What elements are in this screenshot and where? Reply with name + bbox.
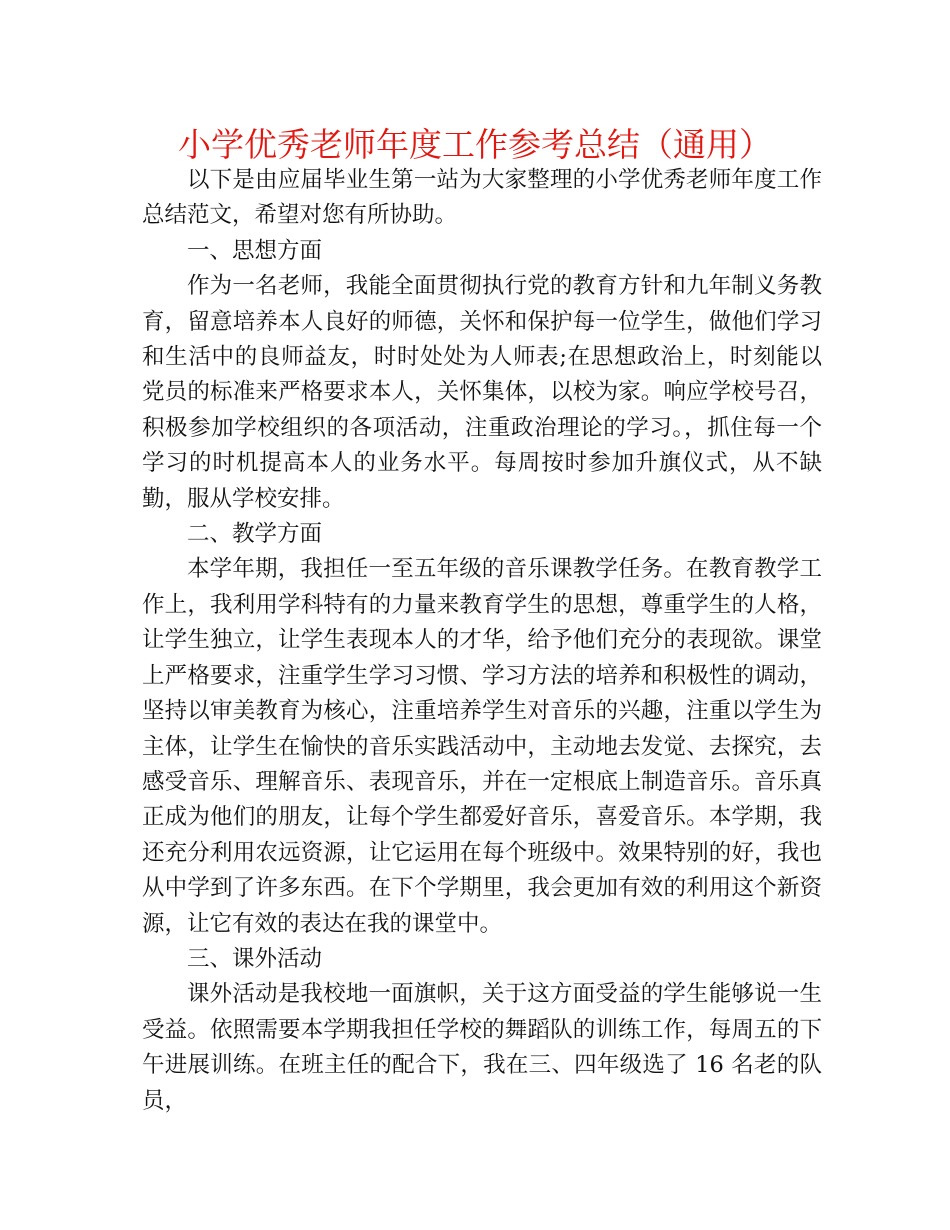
section-heading-activities: 三、课外活动 (187, 945, 323, 972)
thought-paragraph: 作为一名老师，我能全面贯彻执行党的教育方针和九年制义务教育，留意培养本人良好的师德，关怀和保护每一位学生，做他们学习和生活中的良师益友，时时处处为人师表;在思想政治上，时刻能以党员的标准来严格要求本人，关怀集体，以校为家。响应学校号召，积极参加学校组织的各项活动，注重政治理论的学习。，抓住每一个学习的时机提高本人的业务水平。每周按时参加升旗仪式，从不缺勤，服从学校安排。 (142, 273, 822, 512)
activities-paragraph: 课外活动是我校地一面旗帜，关于这方面受益的学生能够说一生受益。依照需要本学期我担任学校的舞蹈队的训练工作，每周五的下午进展训练。在班主任的配合下，我在三、四年级选了 16 名老的队员， (142, 981, 822, 1114)
document-title: 小学优秀老师年度工作参考总结（通用） (178, 125, 772, 164)
section-heading-thought: 一、思想方面 (187, 237, 323, 264)
document-body (142, 163, 822, 1119)
section-heading-teaching: 二、教学方面 (187, 521, 323, 548)
teaching-paragraph: 本学年期，我担任一至五年级的音乐课教学任务。在教育教学工作上，我利用学科特有的力量来教育学生的思想，尊重学生的人格，让学生独立，让学生表现本人的才华，给予他们充分的表现欲。课堂上严格要求，注重学生学习习惯、学习方法的培养和积极性的调动，坚持以审美教育为核心，注重培养学生对音乐的兴趣，注重以学生为主体，让学生在愉快的音乐实践活动中，主动地去发觉、去探究，去感受音乐、理解音乐、表现音乐，并在一定根底上制造音乐。音乐真正成为他们的朋友，让每个学生都爱好音乐，喜爱音乐。本学期，我还充分利用农远资源，让它运用在每个班级中。效果特别的好，我也从中学到了许多东西。在下个学期里，我会更加有效的利用这个新资源，让它有效的表达在我的课堂中。 (142, 556, 822, 937)
intro-paragraph: 以下是由应届毕业生第一站为大家整理的小学优秀老师年度工作总结范文，希望对您有所协助。 (142, 167, 822, 229)
